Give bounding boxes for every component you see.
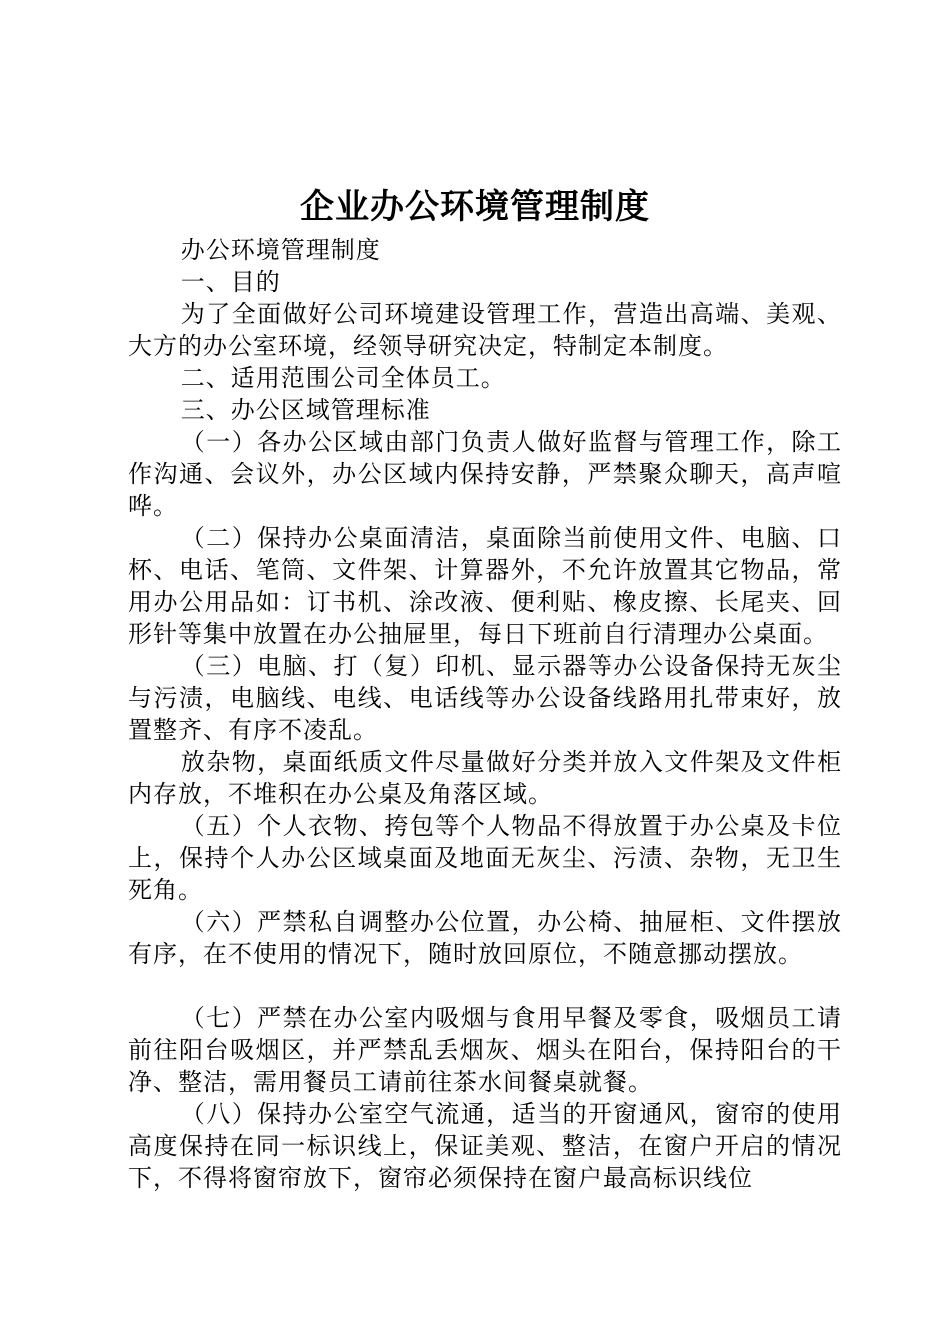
paragraph-purpose-text: 为了全面做好公司环境建设管理工作，营造出高端、美观、大方的办公室环境，经领导研究决定，特制定本制度。 <box>128 300 842 360</box>
paragraph-heading: 办公环境管理制度 <box>180 236 381 264</box>
paragraph-item-7: （七）严禁在办公室内吸烟与食用早餐及零食，吸烟员工请前往阳台吸烟区，并严禁乱丢烟灰、烟头在阳台，保持阳台的干净、整洁，需用餐员工请前往茶水间餐桌就餐。 <box>128 1004 842 1096</box>
document-title: 企业办公环境管理制度 <box>300 187 650 227</box>
paragraph-item-8: （八）保持办公室空气流通，适当的开窗通风，窗帘的使用高度保持在同一标识线上，保证美观、整洁，在窗户开启的情况下，不得将窗帘放下，窗帘必须保持在窗户最高标识线位 <box>128 1100 842 1192</box>
paragraph-item-1: （一）各办公区域由部门负责人做好监督与管理工作，除工作沟通、会议外，办公区域内保持安静，严禁聚众聊天，高声喧哗。 <box>128 428 842 520</box>
paragraph-item-4-fragment: 放杂物，桌面纸质文件尽量做好分类并放入文件架及文件柜内存放，不堆积在办公桌及角落区域。 <box>128 748 842 808</box>
paragraph-item-2: （二）保持办公桌面清洁，桌面除当前使用文件、电脑、口杯、电话、笔筒、文件架、计算器外，不允许放置其它物品，常用办公用品如：订书机、涂改液、便利贴、橡皮擦、长尾夹、回形针等集中放置在办公抽屉里，每日下班前自行清理办公桌面。 <box>128 524 842 648</box>
paragraph-item-3: （三）电脑、打（复）印机、显示器等办公设备保持无灰尘与污渍，电脑线、电线、电话线等办公设备线路用扎带束好，放置整齐、有序不凌乱。 <box>128 652 842 744</box>
paragraph-item-5: （五）个人衣物、挎包等个人物品不得放置于办公桌及卡位上，保持个人办公区域桌面及地面无灰尘、污渍、杂物，无卫生死角。 <box>128 812 842 904</box>
paragraph-scope: 二、适用范围公司全体员工。 <box>180 364 506 392</box>
paragraph-item-6: （六）严禁私自调整办公位置，办公椅、抽屉柜、文件摆放有序，在不使用的情况下，随时放回原位，不随意挪动摆放。 <box>128 908 842 968</box>
paragraph-section-purpose: 一、目的 <box>180 268 281 296</box>
paragraph-section-standards: 三、办公区域管理标准 <box>180 396 431 424</box>
document-body <box>128 234 842 1194</box>
